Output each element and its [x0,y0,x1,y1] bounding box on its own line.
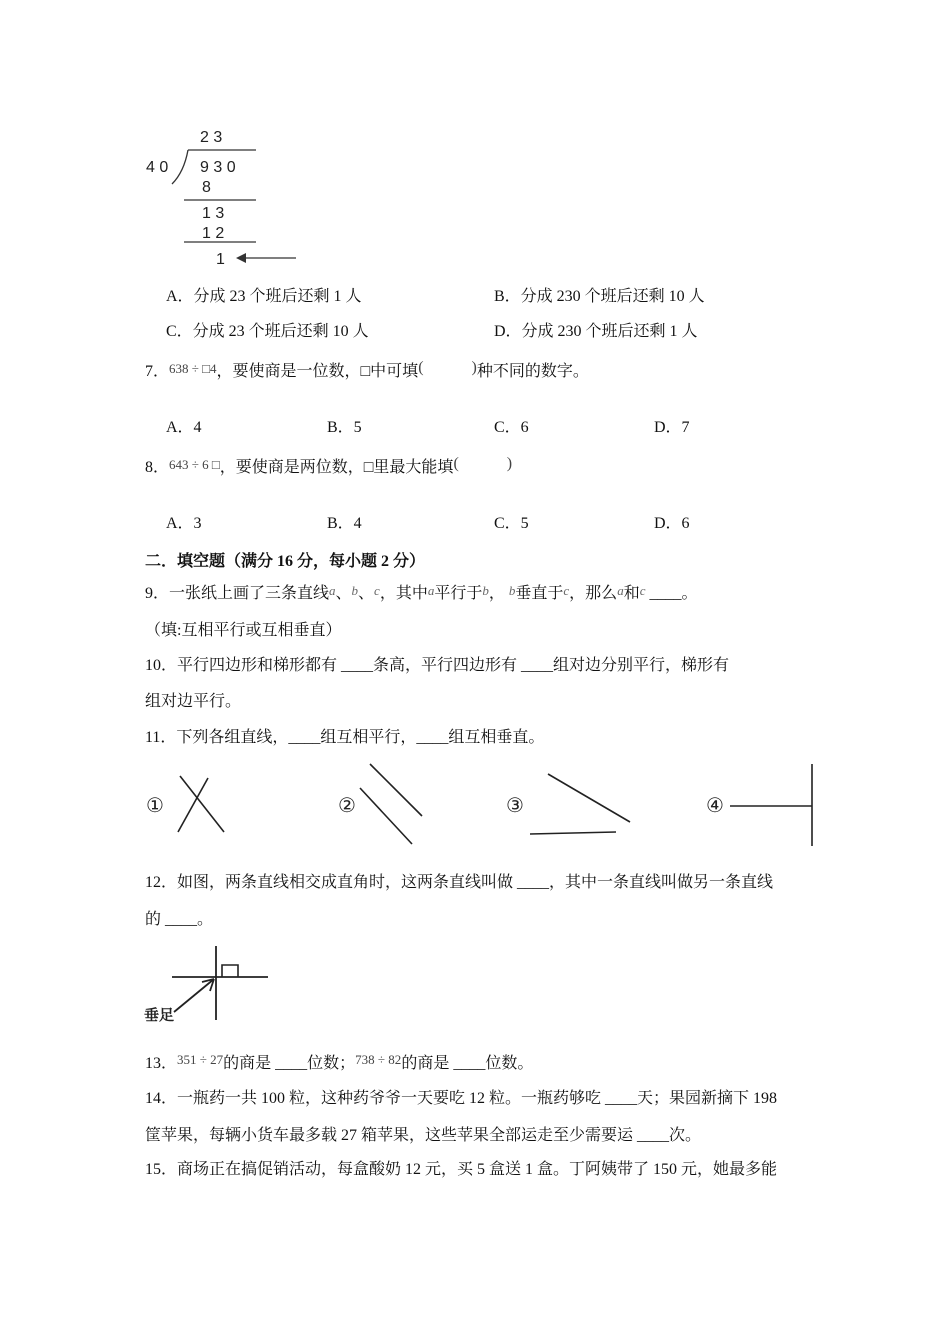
q9-text-6: ，那么 [569,585,618,602]
var-b-3: b [508,583,516,598]
q8-answer-paren[interactable]: ( ) [453,455,513,472]
q8-option-a: A．3 [166,515,202,532]
q11-label-1: ① [146,795,164,817]
q9-end: 。 [681,585,698,602]
q7-option-a: A．4 [166,419,202,436]
question-8 [145,455,513,478]
q8-text: ，要使商是两位数，□里最大能填 [219,459,454,476]
q13-expression-1: 351 ÷ 27 [177,1052,224,1067]
q7-option-b: B．5 [327,419,362,436]
var-a-3: a [617,583,624,598]
q8-option-d: D．6 [654,515,690,532]
q14-line-1: 14．一瓶药一共 100 粒，这种药爷爷一天要吃 12 粒。一瓶药够吃 ____天；果园新摘下 198 [145,1090,778,1107]
q9-text-4: ， [488,585,505,602]
q11-label-2: ② [338,795,356,817]
q7-option-c: C．6 [494,419,529,436]
q7-text: ，要使商是一位数，□中可填 [216,363,419,380]
q9-sep-1: 、 [335,585,352,602]
var-a: a [329,583,336,598]
q9-answer-blank[interactable]: ____ [649,585,682,602]
var-b-2: b [482,583,489,598]
foot-of-perpendicular-label: 垂足 [144,1007,175,1024]
q8-number: 8． [145,459,170,476]
var-a-2: a [427,583,435,598]
q14-line-2: 筐苹果，每辆小货车最多载 27 箱苹果，这些苹果全部运走至少需要运 ____次。 [145,1127,702,1144]
var-b: b [351,583,359,598]
q7-answer-paren[interactable]: ( ) [418,359,477,376]
q13-text-1: 的商是 ____位数； [223,1055,356,1072]
q10-line-1: 10．平行四边形和梯形都有 ____条高，平行四边形有 ____组对边分别平行，梯形有 [145,657,730,674]
q8-option-c: C．5 [494,515,529,532]
q6-option-b: B．分成 230 个班后还剩 10 人 [494,288,705,305]
q9-sep-2: 、 [358,585,375,602]
q9-text-7: 和 [623,585,640,602]
q8-option-b: B．4 [327,515,362,532]
question-7 [145,359,589,382]
q13-number: 13． [145,1055,178,1072]
q6-option-a: A．分成 23 个班后还剩 1 人 [166,288,362,305]
q12-line-2: 的 ____。 [145,911,214,928]
q9-text-1: 9．一张纸上画了三条直线 [145,585,330,602]
quotient-text: 2 3 [200,129,223,146]
step2-text: 1 3 [202,205,225,222]
q10-line-2: 组对边平行。 [145,693,242,710]
step3-text: 1 2 [202,225,225,242]
dividend-text: 9 3 0 [200,159,236,176]
var-c-2: c [563,583,570,598]
var-c: c [374,583,380,598]
division-bracket [172,150,188,184]
q6-option-d: D．分成 230 个班后还剩 1 人 [494,323,698,340]
q9-text-3: 平行于 [434,585,483,602]
remainder-text: 1 [216,251,225,268]
divisor-text: 4 0 [146,159,169,176]
q9-note: （填:互相平行或互相垂直） [145,622,342,639]
question-13 [145,1054,533,1074]
var-c-3: c [639,583,646,598]
q9-text-2: ，其中 [379,585,428,602]
q11-label-3: ③ [506,795,524,817]
step1-text: 8 [202,179,211,196]
q9-text-5: 垂直于 [515,585,564,602]
q11-figures [140,758,830,853]
q7-option-d: D．7 [654,419,690,436]
q12-figure [140,942,280,1027]
long-division-figure [140,120,310,270]
q15-line-1: 15．商场正在搞促销活动，每盒酸奶 12 元，买 5 盒送 1 盒。丁阿姨带了 150 元，她最多能 [145,1161,778,1178]
q7-tail: 种不同的数字。 [476,363,589,380]
q11-text: 11．下列各组直线，____组互相平行，____组互相垂直。 [145,729,545,746]
q7-expression: 638 ÷ □4 [169,361,217,376]
q13-expression-2: 738 ÷ 82 [355,1052,402,1067]
q13-text-2: 的商是 ____位数。 [401,1055,534,1072]
q6-option-c: C．分成 23 个班后还剩 10 人 [166,323,369,340]
q12-line-1: 12．如图，两条直线相交成直角时，这两条直线叫做 ____，其中一条直线叫做另一条直线 [145,874,774,891]
q11-label-4: ④ [706,795,724,817]
section-2-title: 二．填空题（满分 16 分，每小题 2 分） [145,553,426,570]
question-9 [145,584,698,604]
q8-expression: 643 ÷ 6 □ [169,457,220,472]
q7-number: 7． [145,363,170,380]
